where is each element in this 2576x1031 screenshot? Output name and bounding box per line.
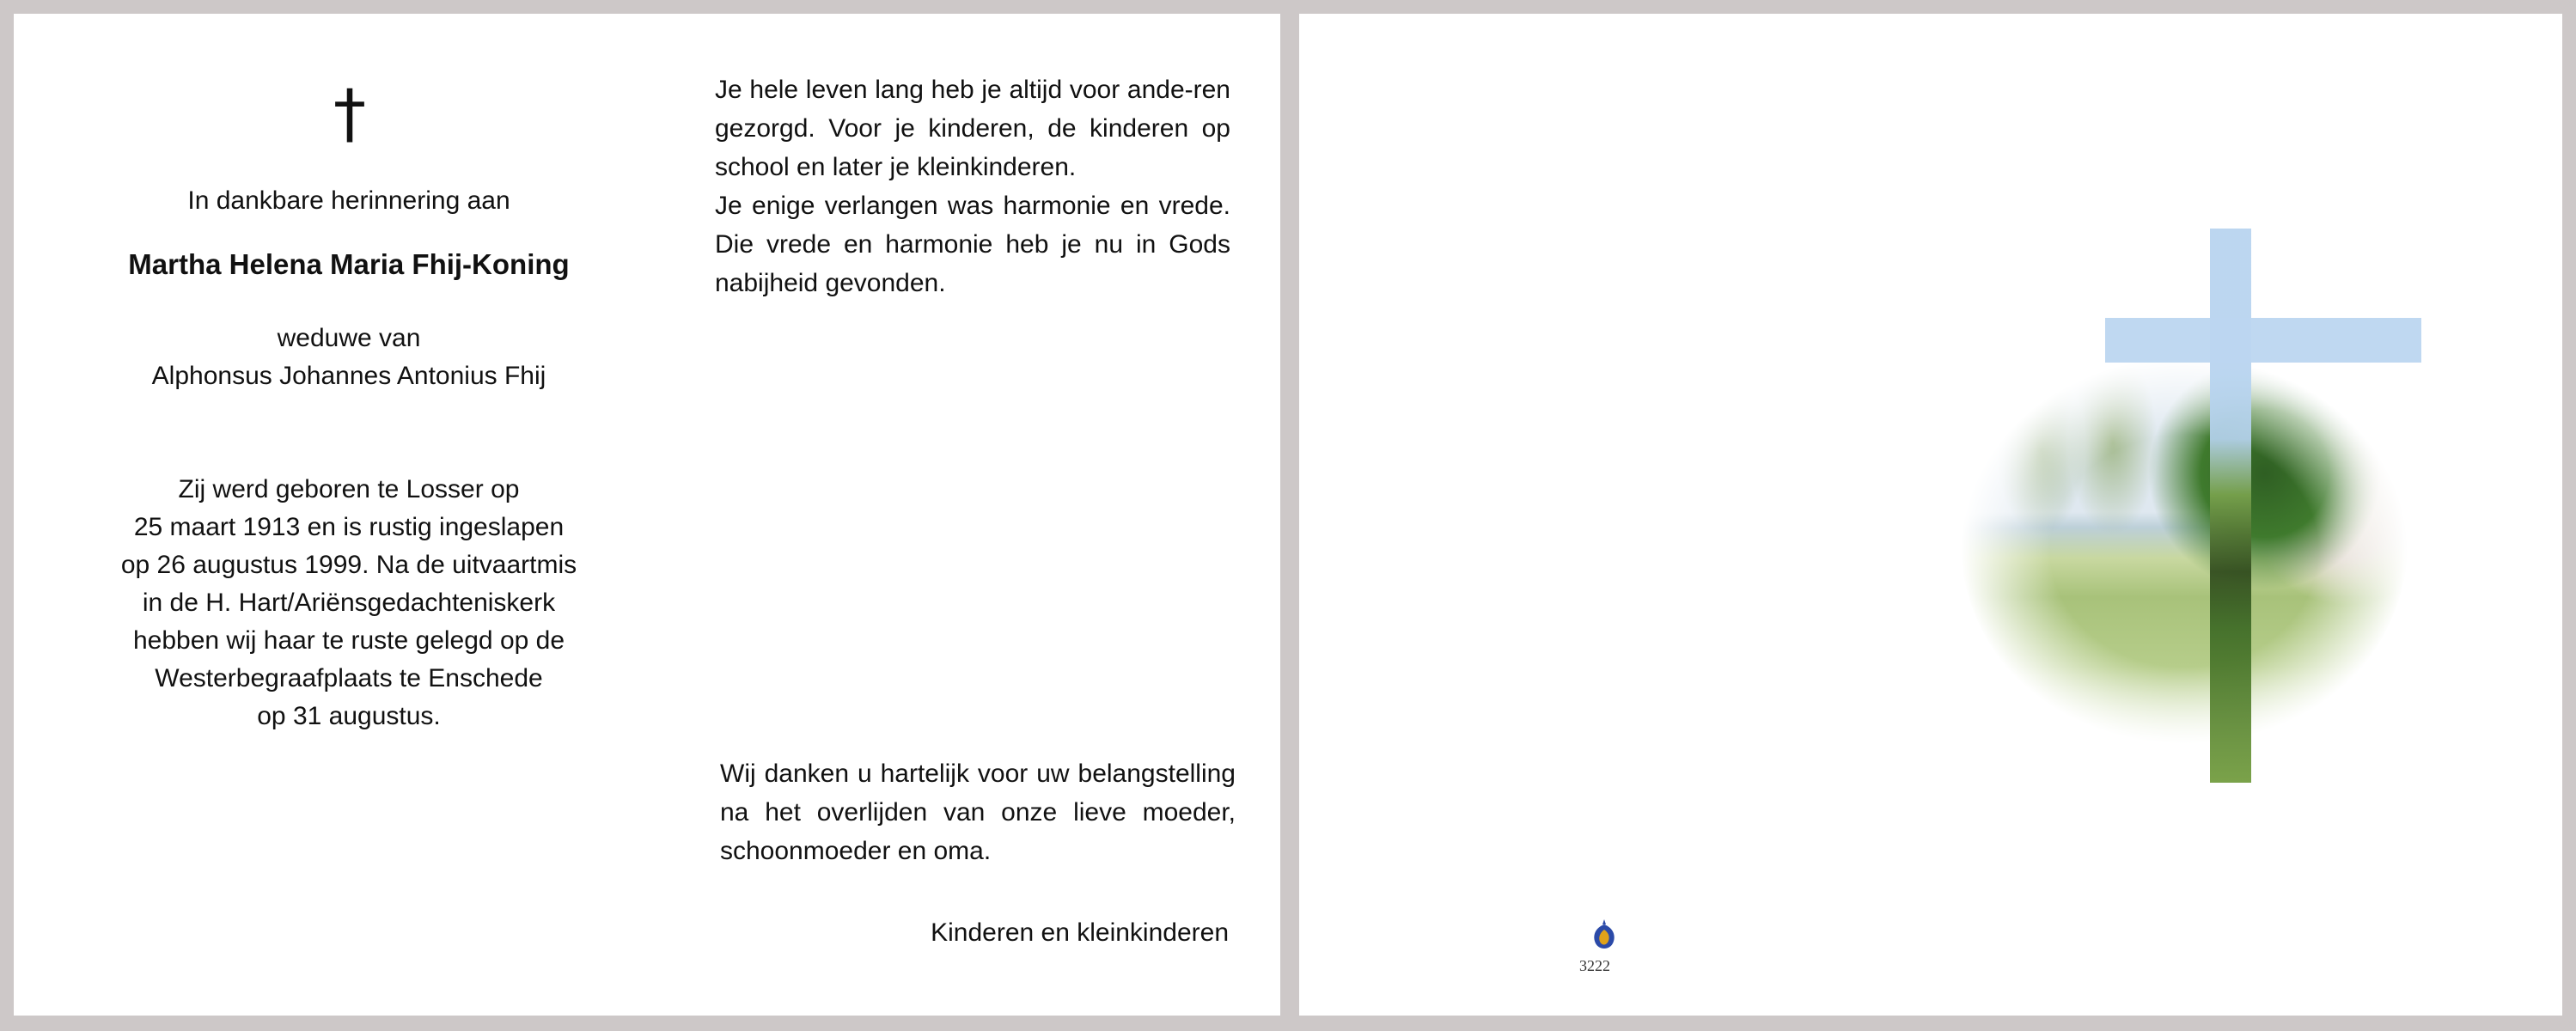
cross-icon: † (333, 75, 366, 151)
widow-of-line: weduwe van (277, 324, 421, 352)
publisher-logo-icon (1590, 918, 1619, 952)
spouse-name: Alphonsus Johannes Antonius Fhij (151, 362, 546, 390)
landscape-image (1961, 357, 2408, 744)
card-inner-spread (14, 14, 1280, 1016)
publisher-code: 3222 (1579, 957, 1610, 974)
poem-text (715, 70, 1230, 302)
intro-line: In dankbare herinnering aan (187, 186, 510, 215)
cross-landscape-picture (1961, 229, 2408, 804)
cross-horizontal-beam (2105, 318, 2421, 363)
signature: Kinderen en kleinkinderen (931, 918, 1229, 947)
poem-paragraph-2: Je enige verlangen was harmonie en vrede. Die vrede en harmonie heb je nu in Gods nabijheid gevonden. (715, 192, 1230, 297)
poem-paragraph-1: Je hele leven lang heb je altijd voor ande-ren gezorgd. Voor je kinderen, de kinderen op school en later je kleinkinderen. (715, 76, 1230, 181)
deceased-name: Martha Helena Maria Fhij-Koning (128, 248, 570, 280)
biography-text: Zij werd geboren te Losser op 25 maart 1913 en is rustig ingeslapen op 26 augustus 1999. Na de uitvaartmis in de H. Hart/Ariënsgedachteniskerk hebben wij haar te ruste gelegd op de Westerbegraafplaats te Enschede op 31 augustus. (120, 475, 577, 730)
card-front-cover (1299, 14, 2562, 1016)
thanks-text: Wij danken u hartelijk voor uw belangstelling na het overlijden van onze lieve moeder, schoonmoeder en oma. (720, 760, 1236, 865)
cross-vertical-beam (2210, 229, 2251, 783)
